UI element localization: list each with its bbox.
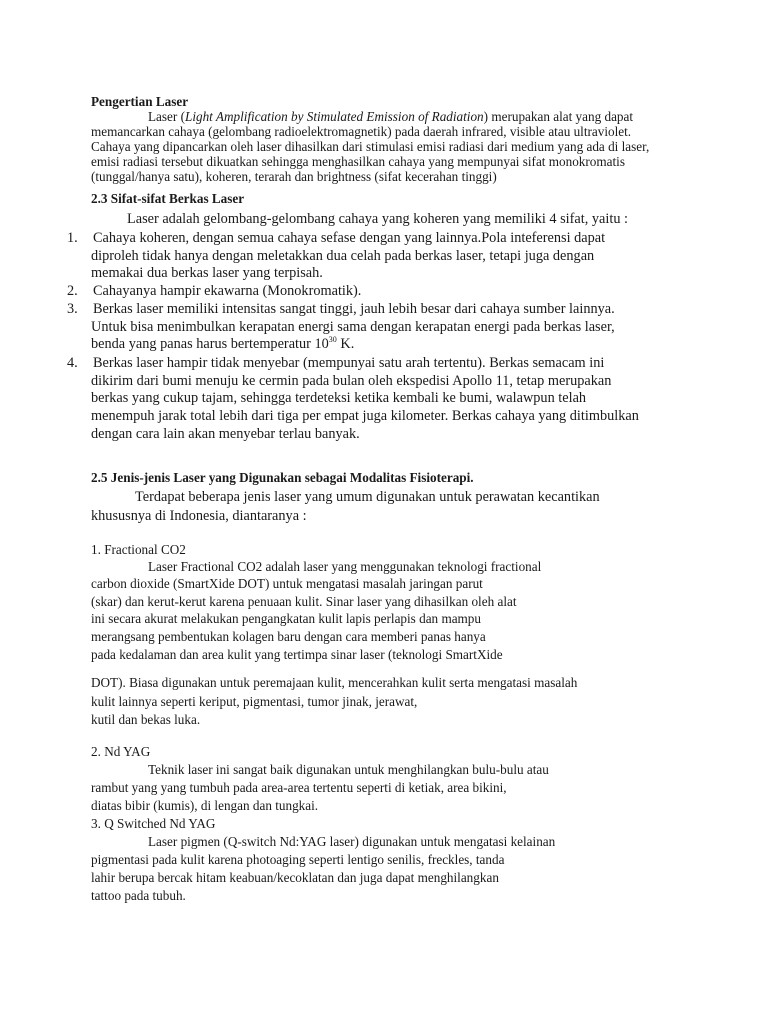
heading-pengertian-laser: Pengertian Laser	[91, 94, 189, 109]
intro-text: Terdapat beberapa jenis laser yang umum digunakan untuk perawatan kecantikan	[135, 489, 600, 505]
heading-sifat-berkas-laser: 2.3 Sifat-sifat Berkas Laser	[91, 191, 245, 206]
subheading-fractional-co2: 1. Fractional CO2	[91, 542, 186, 557]
intro-text: khususnya di Indonesia, diantaranya :	[91, 508, 307, 524]
subheading-q-switched: 3. Q Switched Nd YAG	[91, 816, 216, 831]
paragraph-line: DOT). Biasa digunakan untuk peremajaan kulit, mencerahkan kulit serta mengatasi masalah	[91, 675, 578, 690]
list-item-line: diproleh tidak hanya dengan meletakkan dua celah pada berkas laser, tetapi juga dengan	[91, 248, 595, 264]
list-number: 3.	[67, 301, 78, 317]
superscript: 30	[328, 335, 337, 344]
paragraph-line: Cahaya yang dipancarkan oleh laser dihasilkan dari stimulasi emisi radiasi dari medium yang ada di laser,	[91, 139, 650, 154]
list-item-line: berkas yang cukup tajam, sehingga terdeteksi ketika kembali ke bumi, walawpun telah	[91, 390, 587, 406]
paragraph-line	[148, 109, 633, 124]
list-item-line: Berkas laser memiliki intensitas sangat tinggi, jauh lebih besar dari cahaya sumber lainnya.	[93, 301, 615, 317]
paragraph-line: pigmentasi pada kulit karena photoaging seperti lentigo senilis, freckles, tanda	[91, 852, 505, 867]
intro-text: Laser adalah gelombang-gelombang cahaya yang koheren yang memiliki 4 sifat, yaitu :	[127, 211, 629, 227]
list-item-line: Untuk bisa menimbulkan kerapatan energi sama dengan kerapatan energi pada berkas laser,	[91, 319, 615, 335]
paragraph-line: kulit lainnya seperti keriput, pigmentasi, tumor jinak, jerawat,	[91, 694, 418, 709]
text-span: Laser (	[148, 109, 185, 124]
paragraph-line: pada kedalaman dan area kulit yang tertimpa sinar laser (teknologi SmartXide	[91, 647, 503, 662]
paragraph-line: (tunggal/hanya satu), koheren, terarah dan brightness (sifat kecerahan tinggi)	[91, 169, 497, 184]
list-item-line: dengan cara lain akan menyebar terlau banyak.	[91, 426, 360, 442]
paragraph-line: emisi radiasi tersebut dikuatkan sehingga menghasilkan cahaya yang mempunyai sifat monokromatis	[91, 154, 625, 169]
list-number: 2.	[67, 283, 78, 299]
paragraph-line: (skar) dan kerut-kerut karena penuaan kulit. Sinar laser yang dihasilkan oleh alat	[91, 594, 517, 609]
subheading-nd-yag: 2. Nd YAG	[91, 744, 151, 759]
italic-term: Light Amplification by Stimulated Emission of Radiation	[184, 109, 484, 124]
list-item-line: Cahayanya hampir ekawarna (Monokromatik).	[93, 283, 362, 299]
paragraph-line: Teknik laser ini sangat baik digunakan untuk menghilangkan bulu-bulu atau	[148, 762, 549, 777]
paragraph-line: kutil dan bekas luka.	[91, 712, 201, 727]
paragraph-line: lahir berupa bercak hitam keabuan/kecoklatan dan juga dapat menghilangkan	[91, 870, 499, 885]
paragraph-line: carbon dioxide (SmartXide DOT) untuk mengatasi masalah jaringan parut	[91, 576, 483, 591]
paragraph-line: rambut yang yang tumbuh pada area-area tertentu seperti di ketiak, area bikini,	[91, 780, 507, 795]
paragraph-line: tattoo pada tubuh.	[91, 888, 186, 903]
list-number: 4.	[67, 355, 78, 371]
list-item-line	[91, 336, 354, 353]
list-number: 1.	[67, 230, 78, 246]
list-item-line: Cahaya koheren, dengan semua cahaya sefase dengan yang lainnya.Pola inteferensi dapat	[93, 230, 606, 246]
paragraph-line: merangsang pembentukan kolagen baru dengan cara memberi panas hanya	[91, 629, 486, 644]
list-item-line: memakai dua berkas laser yang terpisah.	[91, 265, 323, 281]
list-item-line: menempuh jarak total lebih dari tiga per empat juga kilometer. Berkas cahaya yang ditimbulkan	[91, 408, 639, 424]
paragraph-line: memancarkan cahaya (gelombang radioelektromagnetik) pada daerah infrared, visible atau ultraviolet.	[91, 124, 632, 139]
paragraph-line: Laser pigmen (Q-switch Nd:YAG laser) digunakan untuk mengatasi kelainan	[148, 834, 556, 849]
text-span: K.	[336, 336, 355, 352]
list-item-line: dikirim dari bumi menuju ke cermin pada bulan oleh ekspedisi Apollo 11, tetap merupakan	[91, 373, 612, 389]
text-span: ) merupakan alat yang dapat	[483, 109, 634, 124]
heading-jenis-laser: 2.5 Jenis-jenis Laser yang Digunakan sebagai Modalitas Fisioterapi.	[91, 470, 474, 485]
paragraph-line: ini secara akurat melakukan pengangkatan kulit lapis perlapis dan mampu	[91, 611, 481, 626]
paragraph-line: diatas bibir (kumis), di lengan dan tungkai.	[91, 798, 319, 813]
paragraph-line: Laser Fractional CO2 adalah laser yang menggunakan teknologi fractional	[148, 559, 542, 574]
list-item-line: Berkas laser hampir tidak menyebar (mempunyai satu arah tertentu). Berkas semacam ini	[93, 355, 605, 371]
text-span: benda yang panas harus bertemperatur 10	[91, 336, 329, 352]
